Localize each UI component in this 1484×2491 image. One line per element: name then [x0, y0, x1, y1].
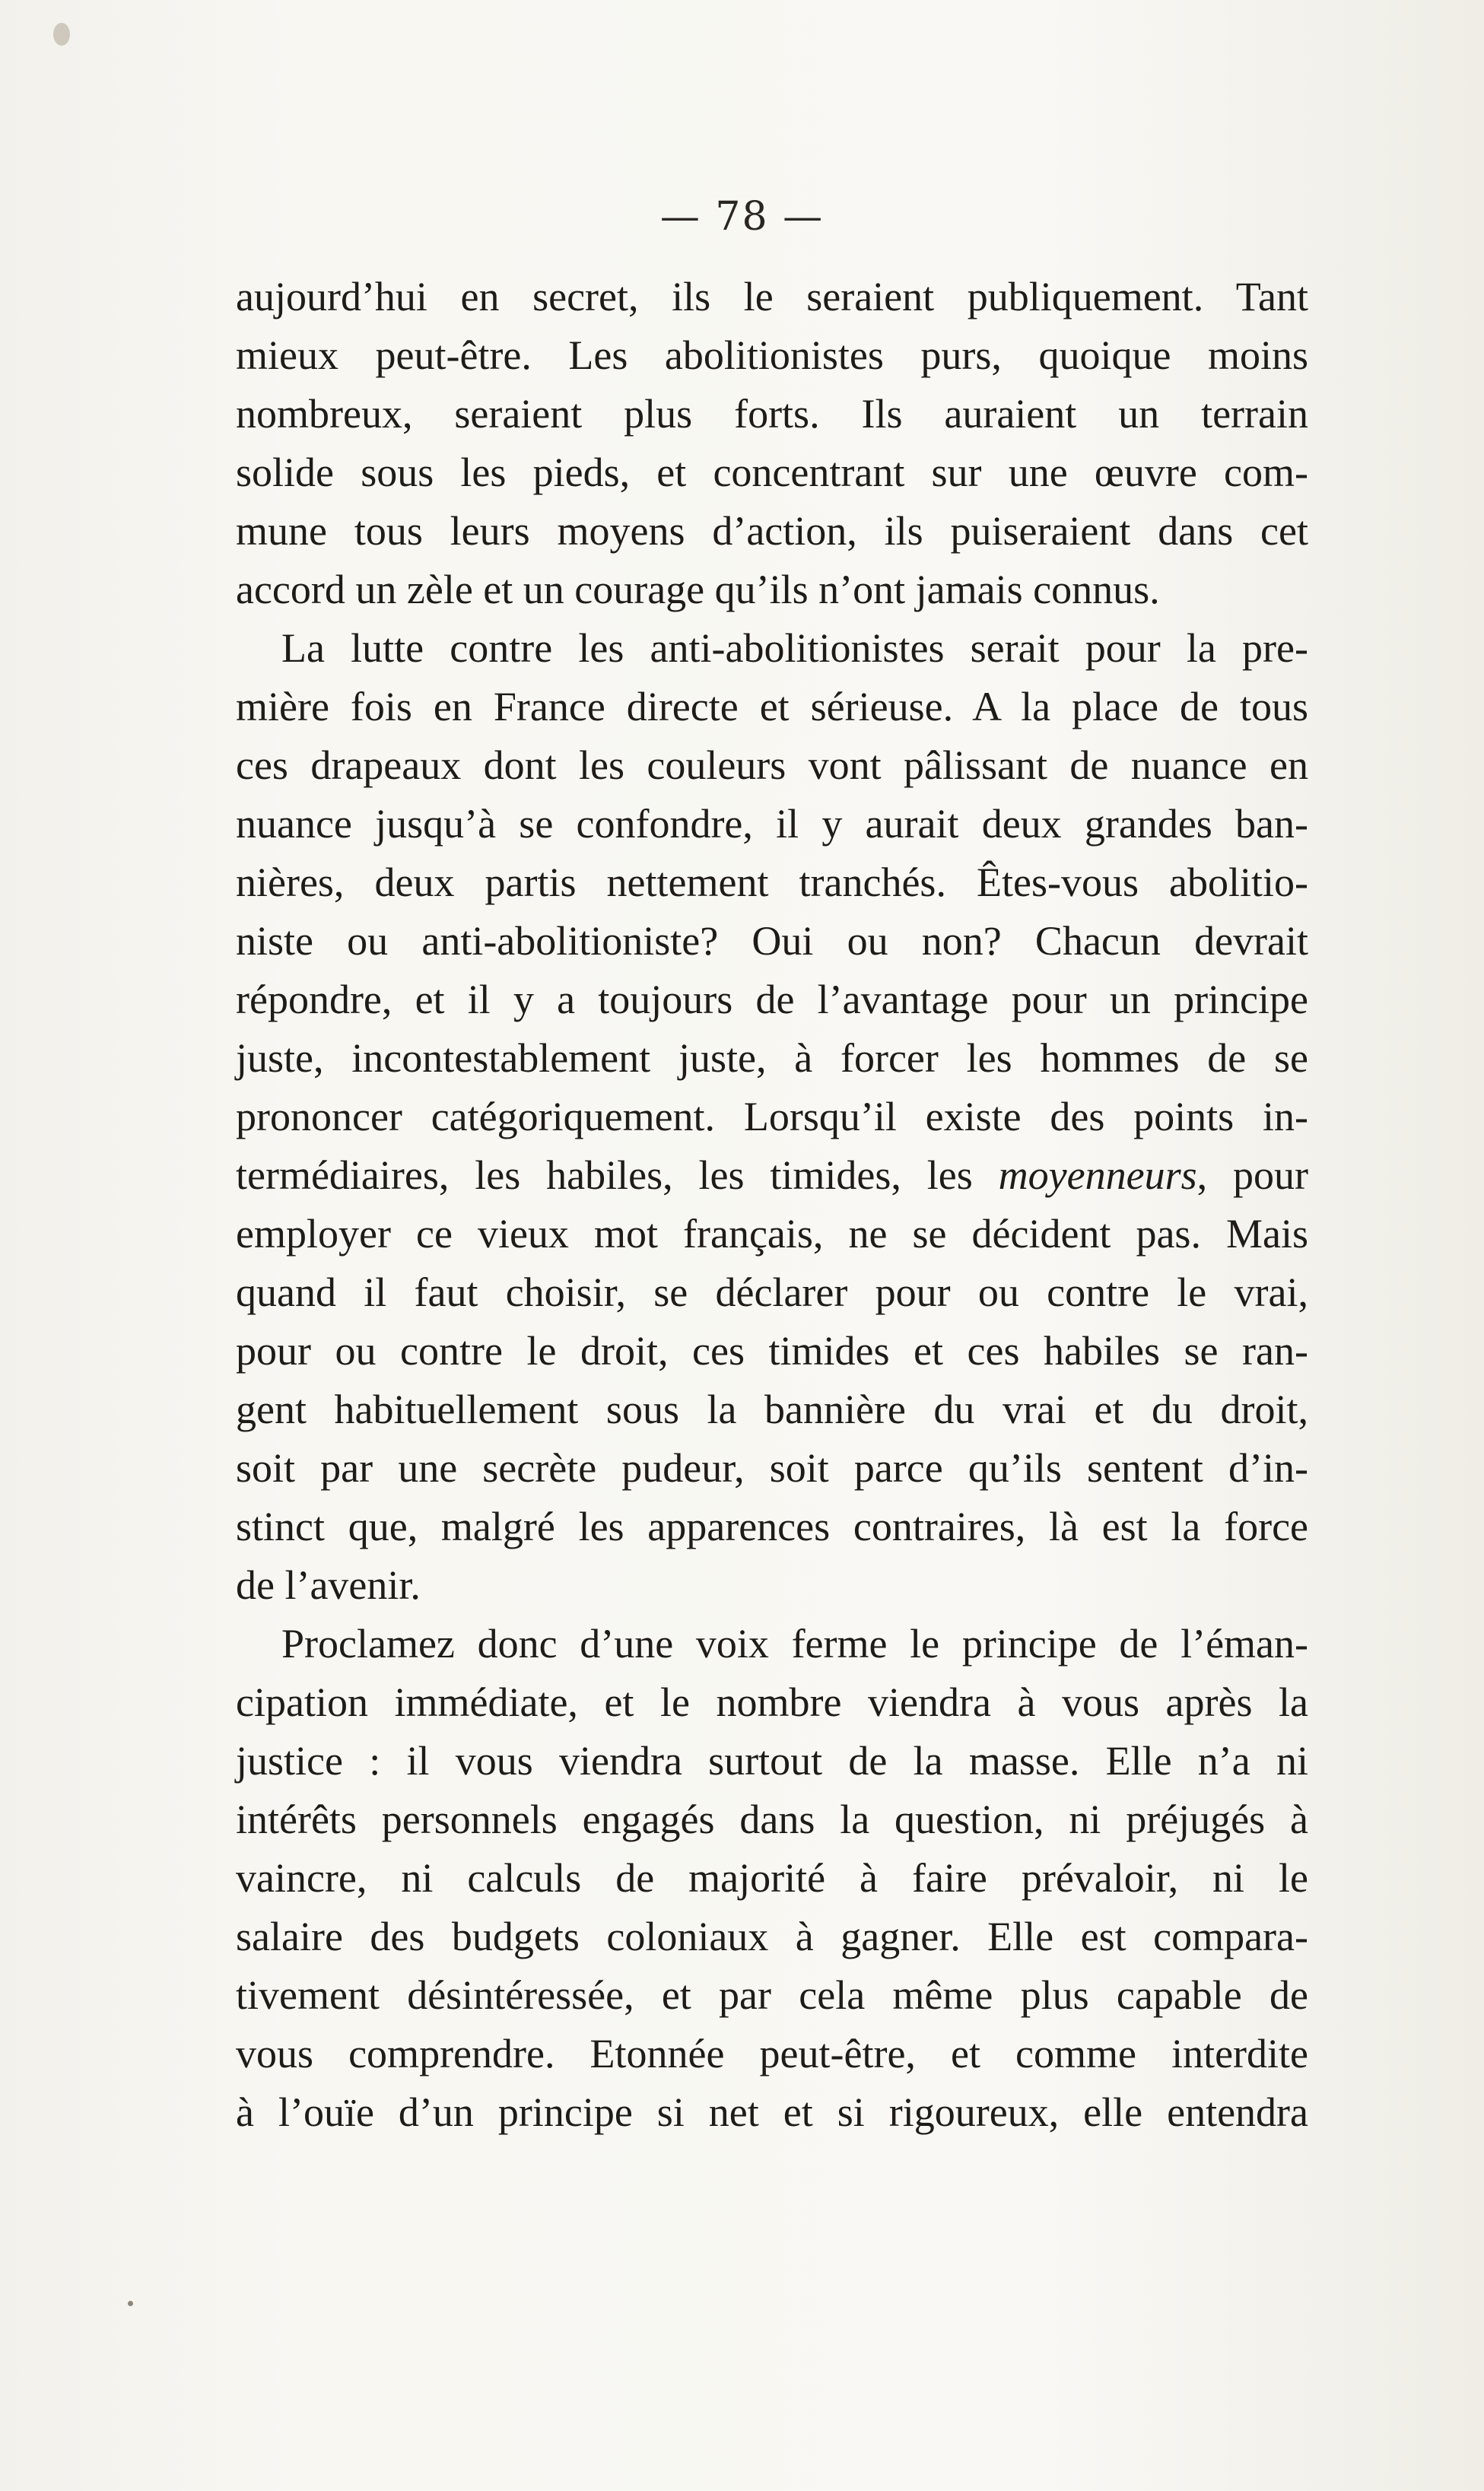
- text-line: accord un zèle et un courage qu’ils n’ont jamais connus.: [236, 567, 1160, 612]
- text-line: stinct que, malgré les apparences contraires, là est la force: [236, 1504, 1308, 1549]
- text-line: niste ou anti-abolitioniste? Oui ou non? Chacun devrait: [236, 918, 1308, 964]
- paper-speck: [53, 23, 70, 46]
- text-line: employer ce vieux mot français, ne se décident pas. Mais: [236, 1211, 1308, 1257]
- text-line: Proclamez donc d’une voix ferme le principe de l’éman-: [281, 1621, 1308, 1666]
- text-line: mieux peut-être. Les abolitionistes purs, quoique moins: [236, 332, 1308, 378]
- text-line: ces drapeaux dont les couleurs vont pâlissant de nuance en: [236, 742, 1308, 788]
- text-line: nuance jusqu’à se confondre, il y aurait deux grandes ban-: [236, 801, 1308, 847]
- text-line: La lutte contre les anti-abolitionistes serait pour la pre-: [281, 625, 1308, 671]
- page-number: — 78 —: [659, 194, 825, 240]
- text-line: nombreux, seraient plus forts. Ils auraient un terrain: [236, 391, 1308, 437]
- text-line: cipation immédiate, et le nombre viendra à vous après la: [236, 1679, 1308, 1725]
- text-line: de l’avenir.: [236, 1562, 421, 1608]
- text-line: mière fois en France directe et sérieuse. A la place de tous: [236, 684, 1308, 729]
- text-line: quand il faut choisir, se déclarer pour ou contre le vrai,: [236, 1269, 1308, 1315]
- text-line-italic: termédiaires, les habiles, les timides, les moyenneurs, pour: [236, 1152, 1308, 1198]
- text-line: nières, deux partis nettement tranchés. Êtes-vous abolitio-: [236, 859, 1308, 905]
- text-line: soit par une secrète pudeur, soit parce qu’ils sentent d’in-: [236, 1445, 1308, 1491]
- text-line: aujourd’hui en secret, ils le seraient publiquement. Tant: [236, 274, 1308, 319]
- body-text: [236, 268, 1308, 2142]
- italic-word: moyenneurs: [998, 1152, 1197, 1198]
- text-line: solide sous les pieds, et concentrant sur une œuvre com-: [236, 450, 1308, 495]
- text-line: salaire des budgets coloniaux à gagner. Elle est compara-: [236, 1914, 1308, 1959]
- text-line: intérêts personnels engagés dans la question, ni préjugés à: [236, 1797, 1308, 1842]
- text-line: mune tous leurs moyens d’action, ils puiseraient dans cet: [236, 508, 1308, 554]
- text-line: pour ou contre le droit, ces timides et ces habiles se ran-: [236, 1328, 1308, 1374]
- text-line: tivement désintéressée, et par cela même plus capable de: [236, 1972, 1308, 2018]
- paper-speck: [128, 2301, 133, 2306]
- text-line: juste, incontestablement juste, à forcer les hommes de se: [236, 1035, 1308, 1081]
- text-line: à l’ouïe d’un principe si net et si rigoureux, elle entendra: [236, 2089, 1308, 2135]
- text-line: répondre, et il y a toujours de l’avantage pour un principe: [236, 977, 1308, 1022]
- text-line: justice : il vous viendra surtout de la masse. Elle n’a ni: [236, 1738, 1308, 1784]
- text-line: vous comprendre. Etonnée peut-être, et comme interdite: [236, 2031, 1308, 2076]
- text-line: gent habituellement sous la bannière du vrai et du droit,: [236, 1387, 1308, 1432]
- text-line: prononcer catégoriquement. Lorsqu’il existe des points in-: [236, 1094, 1308, 1139]
- text-line: vaincre, ni calculs de majorité à faire prévaloir, ni le: [236, 1855, 1308, 1901]
